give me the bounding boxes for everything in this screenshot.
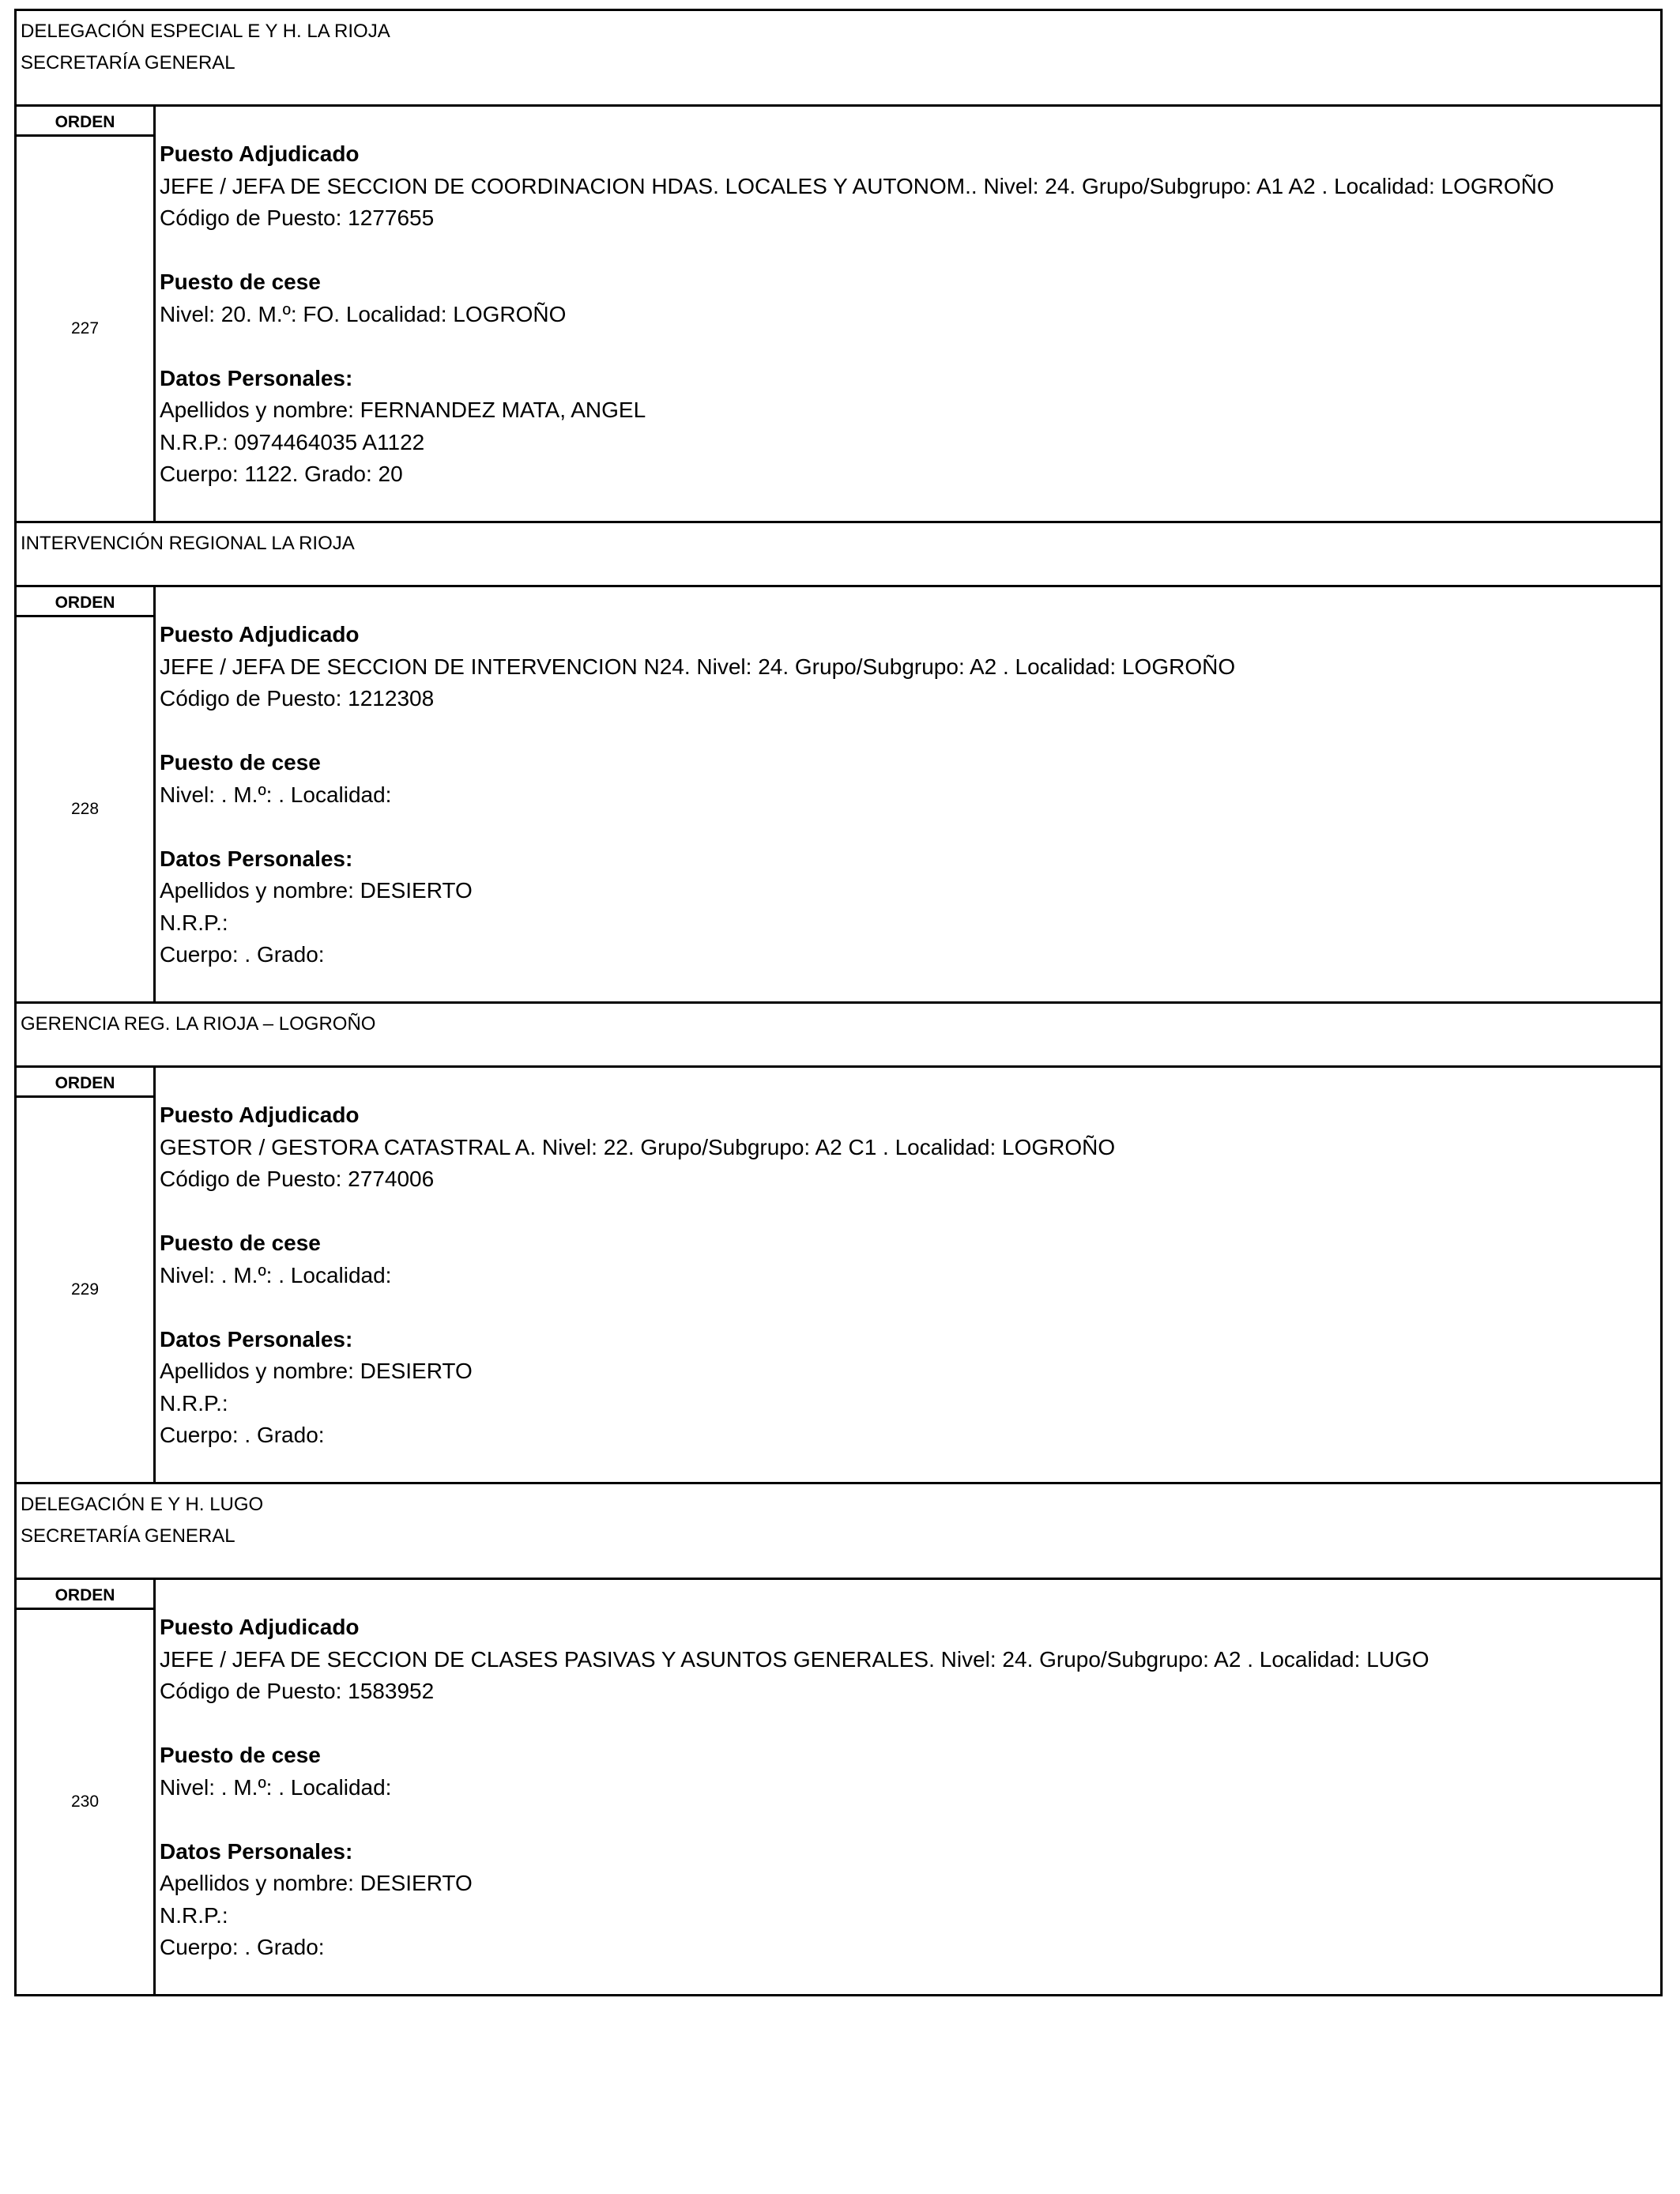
header-line: DELEGACIÓN E Y H. LUGO xyxy=(21,1494,264,1515)
header-line: GERENCIA REG. LA RIOJA – LOGROÑO xyxy=(21,1013,376,1035)
datos-personales-heading: Datos Personales: xyxy=(160,365,353,390)
row-content xyxy=(156,1580,1660,1994)
table-row xyxy=(17,104,1660,521)
puesto-adjudicado-text: JEFE / JEFA DE SECCION DE CLASES PASIVAS Y ASUNTOS GENERALES. Nivel: 24. Grupo/Subgrupo: A2 . Localidad: LUGO xyxy=(160,1646,1430,1672)
orden-number: 230 xyxy=(70,1793,100,1811)
codigo-puesto: Código de Puesto: 1277655 xyxy=(160,205,435,230)
orden-label: ORDEN xyxy=(17,107,153,137)
header-line: INTERVENCIÓN REGIONAL LA RIOJA xyxy=(21,533,355,554)
header-line: SECRETARÍA GENERAL xyxy=(21,1525,235,1547)
orden-column xyxy=(17,587,156,1001)
datos-personales-heading: Datos Personales: xyxy=(160,1838,353,1864)
codigo-puesto: Código de Puesto: 2774006 xyxy=(160,1167,435,1191)
document-table xyxy=(14,9,1663,1996)
codigo-puesto: Código de Puesto: 1583952 xyxy=(160,1679,435,1703)
section-229 xyxy=(17,1001,1660,1482)
puesto-adjudicado-heading: Puesto Adjudicado xyxy=(160,1103,360,1127)
puesto-cese-text: Nivel: . M.º: . Localidad: xyxy=(160,1262,392,1287)
datos-personales-heading: Datos Personales: xyxy=(160,846,353,871)
orden-column xyxy=(17,107,156,521)
puesto-cese-text: Nivel: 20. M.º: FO. Localidad: LOGROÑO xyxy=(160,301,567,326)
section-header xyxy=(17,11,1660,104)
table-row xyxy=(17,585,1660,1001)
datos-personales-heading: Datos Personales: xyxy=(160,1326,353,1351)
row-content xyxy=(156,107,1660,521)
puesto-cese-heading: Puesto de cese xyxy=(160,750,321,775)
orden-number: 228 xyxy=(70,800,100,818)
section-header xyxy=(17,1004,1660,1065)
section-228 xyxy=(17,521,1660,1001)
orden-number: 229 xyxy=(70,1280,100,1299)
cuerpo-grado: Cuerpo: 1122. Grado: 20 xyxy=(160,462,403,486)
orden-column xyxy=(17,1580,156,1994)
orden-label: ORDEN xyxy=(17,1068,153,1098)
section-header xyxy=(17,1484,1660,1578)
puesto-adjudicado-heading: Puesto Adjudicado xyxy=(160,622,360,647)
row-content xyxy=(156,587,1660,1001)
section-227 xyxy=(17,11,1660,521)
puesto-adjudicado-heading: Puesto Adjudicado xyxy=(160,1615,360,1639)
puesto-cese-heading: Puesto de cese xyxy=(160,270,321,294)
row-content xyxy=(156,1068,1660,1482)
apellidos-nombre: Apellidos y nombre: FERNANDEZ MATA, ANGEL xyxy=(160,398,646,422)
puesto-adjudicado-text: JEFE / JEFA DE SECCION DE INTERVENCION N24. Nivel: 24. Grupo/Subgrupo: A2 . Localidad: LOGROÑO xyxy=(160,654,1236,679)
puesto-adjudicado-text: JEFE / JEFA DE SECCION DE COORDINACION HDAS. LOCALES Y AUTONOM.. Nivel: 24. Grupo/Subgrupo: A1 A2 . Localidad: LOGROÑO xyxy=(160,173,1554,198)
apellidos-nombre: Apellidos y nombre: DESIERTO xyxy=(160,1359,473,1383)
header-line: DELEGACIÓN ESPECIAL E Y H. LA RIOJA xyxy=(21,21,390,42)
nrp: N.R.P.: xyxy=(160,910,228,935)
cuerpo-grado: Cuerpo: . Grado: xyxy=(160,1423,325,1447)
cuerpo-grado: Cuerpo: . Grado: xyxy=(160,942,325,967)
nrp: N.R.P.: 0974464035 A1122 xyxy=(160,429,425,454)
puesto-cese-heading: Puesto de cese xyxy=(160,1743,321,1767)
table-row xyxy=(17,1065,1660,1482)
puesto-cese-text: Nivel: . M.º: . Localidad: xyxy=(160,782,392,807)
apellidos-nombre: Apellidos y nombre: DESIERTO xyxy=(160,878,473,903)
orden-column xyxy=(17,1068,156,1482)
orden-number: 227 xyxy=(70,319,100,337)
puesto-adjudicado-heading: Puesto Adjudicado xyxy=(160,141,360,166)
codigo-puesto: Código de Puesto: 1212308 xyxy=(160,686,435,711)
puesto-adjudicado-text: GESTOR / GESTORA CATASTRAL A. Nivel: 22. Grupo/Subgrupo: A2 C1 . Localidad: LOGROÑO xyxy=(160,1134,1116,1159)
table-row xyxy=(17,1578,1660,1994)
section-230 xyxy=(17,1482,1660,1994)
cuerpo-grado: Cuerpo: . Grado: xyxy=(160,1935,325,1959)
orden-label: ORDEN xyxy=(17,587,153,617)
nrp: N.R.P.: xyxy=(160,1390,228,1416)
apellidos-nombre: Apellidos y nombre: DESIERTO xyxy=(160,1871,473,1895)
orden-label: ORDEN xyxy=(17,1580,153,1610)
puesto-cese-heading: Puesto de cese xyxy=(160,1231,321,1255)
nrp: N.R.P.: xyxy=(160,1902,228,1928)
puesto-cese-text: Nivel: . M.º: . Localidad: xyxy=(160,1774,392,1800)
header-line: SECRETARÍA GENERAL xyxy=(21,52,235,74)
section-header xyxy=(17,523,1660,585)
